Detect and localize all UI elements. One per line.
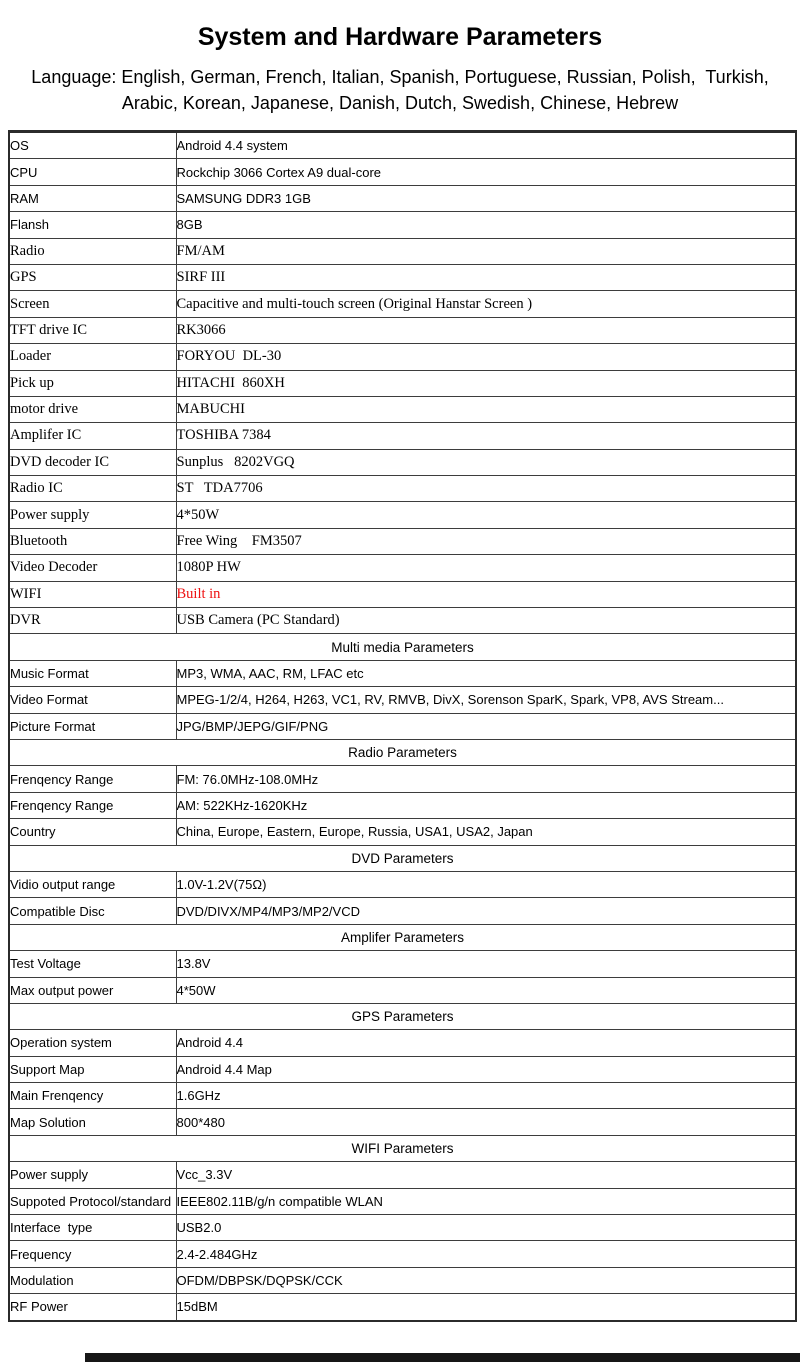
spec-label: Flansh [9,212,176,238]
table-row [9,185,796,211]
table-row [9,1215,796,1241]
spec-label: Loader [9,344,176,370]
section-row [9,634,796,660]
spec-label: Frenqency Range [9,766,176,792]
spec-value: FORYOU DL-30 [176,344,796,370]
table-row [9,370,796,396]
spec-value: 800*480 [176,1109,796,1135]
spec-label: Support Map [9,1056,176,1082]
section-header: Radio Parameters [9,739,796,765]
table-row [9,1294,796,1321]
spec-value: Android 4.4 Map [176,1056,796,1082]
spec-label: TFT drive IC [9,317,176,343]
spec-value: ST TDA7706 [176,476,796,502]
section-row [9,1003,796,1029]
spec-label: Power supply [9,502,176,528]
spec-value: Built in [176,581,796,607]
spec-value: HITACHI 860XH [176,370,796,396]
table-row [9,1083,796,1109]
spec-value: MPEG-1/2/4, H264, H263, VC1, RV, RMVB, DivX, Sorenson SparK, Spark, VP8, AVS Stream... [176,687,796,713]
spec-label: Main Frenqency [9,1083,176,1109]
spec-label: Frequency [9,1241,176,1267]
table-row [9,423,796,449]
spec-value: MABUCHI [176,396,796,422]
spec-label: Music Format [9,660,176,686]
spec-label: OS [9,132,176,159]
spec-value: 8GB [176,212,796,238]
spec-label: Operation system [9,1030,176,1056]
table-row [9,766,796,792]
section-header: WIFI Parameters [9,1135,796,1161]
section-header: DVD Parameters [9,845,796,871]
table-row [9,502,796,528]
table-row [9,1162,796,1188]
spec-label: DVR [9,608,176,634]
spec-label: Bluetooth [9,528,176,554]
table-row [9,608,796,634]
spec-label: Map Solution [9,1109,176,1135]
spec-value: USB Camera (PC Standard) [176,608,796,634]
spec-value: Capacitive and multi-touch screen (Original Hanstar Screen ) [176,291,796,317]
spec-value: 1080P HW [176,555,796,581]
table-row [9,792,796,818]
spec-value: SIRF III [176,264,796,290]
table-row [9,159,796,185]
section-row [9,924,796,950]
section-row [9,739,796,765]
table-row [9,291,796,317]
table-row [9,212,796,238]
spec-value: Sunplus 8202VGQ [176,449,796,475]
page-title: System and Hardware Parameters [197,23,603,51]
bottom-bar [85,1353,800,1362]
table-row [9,871,796,897]
spec-label: Radio IC [9,476,176,502]
table-row [9,238,796,264]
spec-label: Vidio output range [9,871,176,897]
spec-label: Video Format [9,687,176,713]
spec-label: Test Voltage [9,951,176,977]
spec-value: 2.4-2.484GHz [176,1241,796,1267]
spec-label: RF Power [9,1294,176,1321]
table-row [9,1188,796,1214]
table-row [9,977,796,1003]
table-row [9,713,796,739]
spec-value: Android 4.4 system [176,132,796,159]
spec-value: USB2.0 [176,1215,796,1241]
spec-value: FM/AM [176,238,796,264]
table-row [9,1030,796,1056]
language-list [0,64,800,116]
table-row [9,476,796,502]
spec-value: Free Wing FM3507 [176,528,796,554]
page [0,22,800,1362]
table-row [9,898,796,924]
spec-label: Screen [9,291,176,317]
table-row [9,132,796,159]
spec-label: Interface type [9,1215,176,1241]
table-row [9,317,796,343]
spec-label: DVD decoder IC [9,449,176,475]
table-row [9,660,796,686]
table-row [9,1056,796,1082]
table-row [9,581,796,607]
section-row [9,845,796,871]
section-row [9,1135,796,1161]
spec-table [8,130,797,1322]
table-row [9,396,796,422]
spec-value: China, Europe, Eastern, Europe, Russia, USA1, USA2, Japan [176,819,796,845]
spec-label: Power supply [9,1162,176,1188]
spec-label: Video Decoder [9,555,176,581]
language-line-1: Language: English, German, French, Italian, Spanish, Portuguese, Russian, Polish, Turkish, [31,67,769,87]
spec-value: RK3066 [176,317,796,343]
spec-value: DVD/DIVX/MP4/MP3/MP2/VCD [176,898,796,924]
spec-label: Pick up [9,370,176,396]
spec-value: MP3, WMA, AAC, RM, LFAC etc [176,660,796,686]
section-header: GPS Parameters [9,1003,796,1029]
spec-label: CPU [9,159,176,185]
spec-label: Frenqency Range [9,792,176,818]
spec-value: 13.8V [176,951,796,977]
section-header: Amplifer Parameters [9,924,796,950]
spec-value: Vcc_3.3V [176,1162,796,1188]
table-row [9,264,796,290]
table-row [9,555,796,581]
spec-label: Compatible Disc [9,898,176,924]
spec-label: GPS [9,264,176,290]
spec-value: 1.6GHz [176,1083,796,1109]
spec-value: 4*50W [176,977,796,1003]
table-row [9,449,796,475]
table-row [9,528,796,554]
spec-value: AM: 522KHz-1620KHz [176,792,796,818]
spec-value: IEEE802.11B/g/n compatible WLAN [176,1188,796,1214]
spec-value: FM: 76.0MHz-108.0MHz [176,766,796,792]
spec-value: 4*50W [176,502,796,528]
spec-label: RAM [9,185,176,211]
spec-value: JPG/BMP/JEPG/GIF/PNG [176,713,796,739]
language-line-2: Arabic, Korean, Japanese, Danish, Dutch, Swedish, Chinese, Hebrew [121,93,679,113]
spec-label: WIFI [9,581,176,607]
spec-label: motor drive [9,396,176,422]
spec-label: Picture Format [9,713,176,739]
section-header: Multi media Parameters [9,634,796,660]
spec-label: Suppoted Protocol/standard [9,1188,176,1214]
spec-value: Rockchip 3066 Cortex A9 dual-core [176,159,796,185]
spec-label: Country [9,819,176,845]
spec-label: Amplifer IC [9,423,176,449]
table-row [9,1241,796,1267]
spec-value: Android 4.4 [176,1030,796,1056]
spec-value: 15dBM [176,1294,796,1321]
spec-label: Radio [9,238,176,264]
spec-value: TOSHIBA 7384 [176,423,796,449]
spec-value: 1.0V-1.2V(75Ω) [176,871,796,897]
spec-label: Max output power [9,977,176,1003]
table-row [9,1109,796,1135]
table-row [9,951,796,977]
table-row [9,687,796,713]
table-row [9,819,796,845]
spec-value: OFDM/DBPSK/DQPSK/CCK [176,1267,796,1293]
spec-label: Modulation [9,1267,176,1293]
spec-value: SAMSUNG DDR3 1GB [176,185,796,211]
table-row [9,1267,796,1293]
table-row [9,344,796,370]
